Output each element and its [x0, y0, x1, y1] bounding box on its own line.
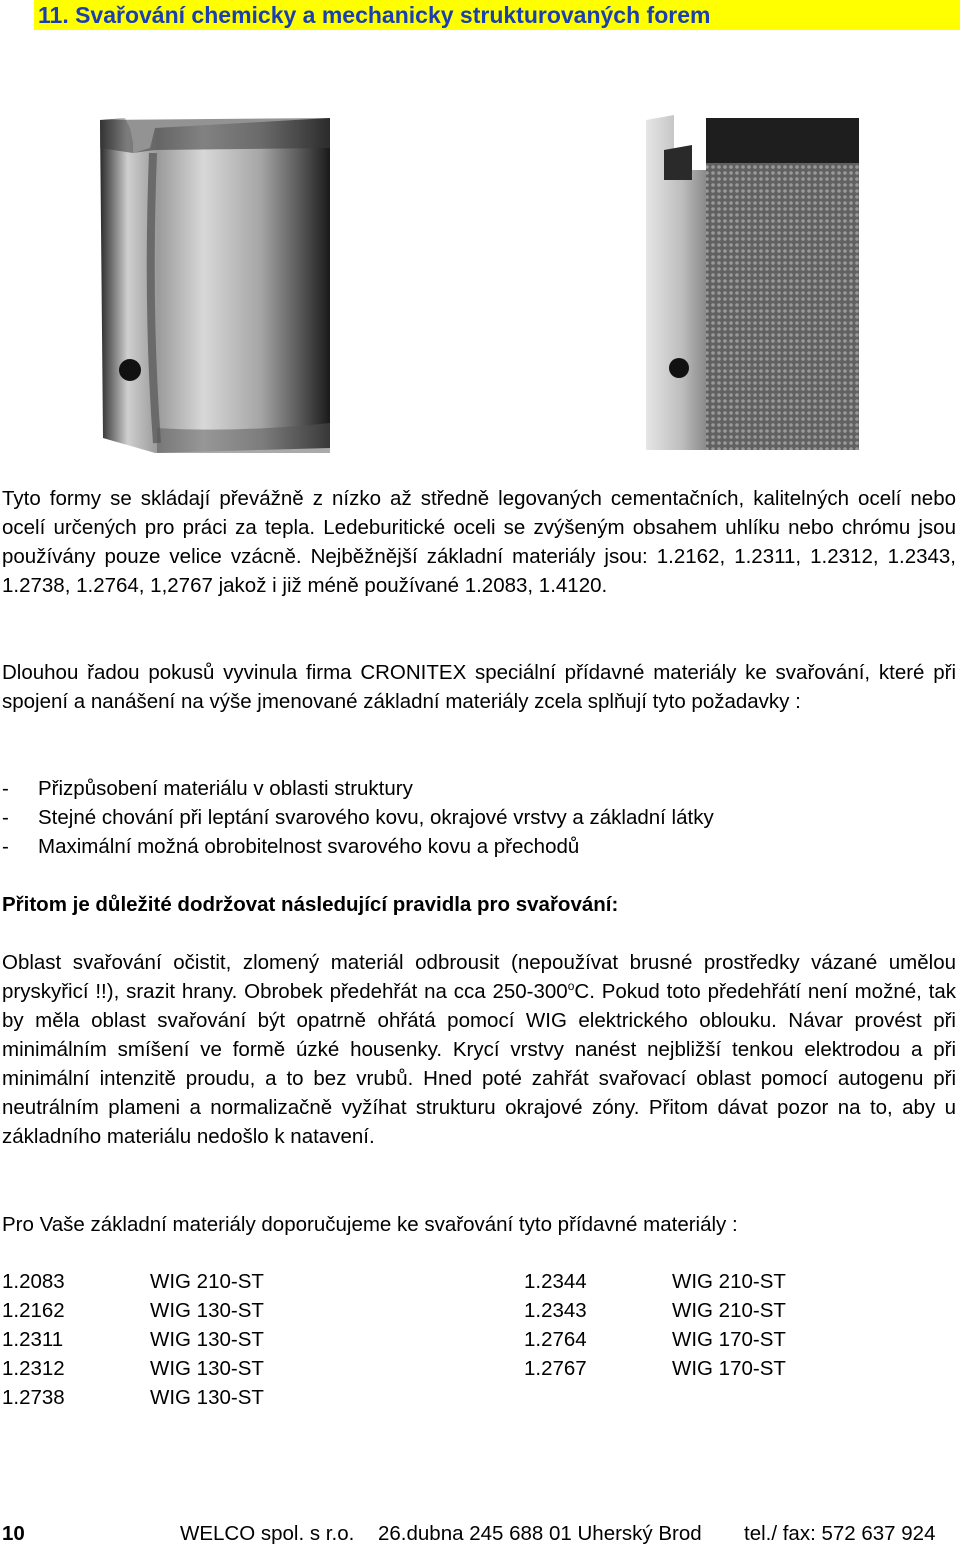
- materials-table-right: [524, 1267, 786, 1383]
- list-item: - Stejné chování při leptání svarového kovu, okrajové vrstvy a základní látky: [2, 806, 714, 829]
- recommendation-intro: Pro Vaše základní materiály doporučujeme ke svařování tyto přídavné materiály :: [2, 1213, 738, 1236]
- list-item: - Přizpůsobení materiálu v oblasti struktury: [2, 777, 413, 800]
- table-row: 1.2312 WIG 130-ST: [2, 1357, 264, 1380]
- requirements-list: [2, 774, 956, 861]
- procedure-paragraph: Oblast svařování očistit, zlomený materiál odbrousit (nepoužívat brusné prostředky vázané umělou pryskyřicí !!), srazit hrany. Obrobek předehřát na cca 250-300$^o$C. Pokud toto předehřátí není možné, tak by měla oblast svařování být opatrně ohřátá pomocí WIG elektrického oblouku. Návar provést při minimálním smíšení ve formě úzké housenky. Krycí vrstvy nanést nejbližší tenkou elektrodou a při minimální intenzitě proudu, a to bez vrubů. Hned poté zahřát svařovací oblast pomocí autogenu při neutrálním plameni a normalizačně vyžíhat strukturu okrajové zóny. Přitom dávat pozor na to, aby u základního materiálu nedošlo k natavení.: [2, 951, 956, 1148]
- table-row: 1.2344 WIG 210-ST: [524, 1270, 786, 1293]
- table-row: 1.2311 WIG 130-ST: [2, 1328, 264, 1351]
- cronitex-paragraph: Dlouhou řadou pokusů vyvinula firma CRONITEX speciální přídavné materiály ke svařování, které při spojení a nanášení na výše jmenované základní materiály zcela splňují tyto požadavky :: [2, 661, 956, 713]
- company-name: WELCO spol. s r.o.: [180, 1522, 355, 1545]
- table-row: 1.2343 WIG 210-ST: [524, 1299, 786, 1322]
- intro-paragraph: Tyto formy se skládají převážně z nízko až středně legovaných cementačních, kalitelných ocelí nebo ocelí určených pro práci za tepla. Ledeburitické oceli se zvýšeným obsahem uhlíku nebo chrómu jsou používány pouze velice vzácně. Nejběžnější základní materiály jsou: 1.2162, 1.2311, 1.2312, 1.2343, 1.2738, 1.2764, 1,2767 jakož i již méně používané 1.2083, 1.4120.: [2, 487, 956, 597]
- table-row: 1.2767 WIG 170-ST: [524, 1357, 786, 1380]
- page-number: 10: [2, 1522, 25, 1545]
- photo-textured-mold: [644, 110, 862, 454]
- photo-welded-mold: [95, 108, 335, 456]
- table-row: 1.2083 WIG 210-ST: [2, 1270, 264, 1293]
- rules-heading: Přitom je důležité dodržovat následující pravidla pro svařování:: [2, 893, 619, 916]
- table-row: 1.2764 WIG 170-ST: [524, 1328, 786, 1351]
- company-phone: tel./ fax: 572 637 924: [744, 1522, 936, 1545]
- list-item: - Maximální možná obrobitelnost svarového kovu a přechodů: [2, 835, 580, 858]
- table-row: 1.2162 WIG 130-ST: [2, 1299, 264, 1322]
- page-title: 11. Svařování chemicky a mechanicky strukturovaných forem: [34, 0, 960, 30]
- company-address: 26.dubna 245 688 01 Uherský Brod: [378, 1522, 702, 1545]
- table-row: 1.2738 WIG 130-ST: [2, 1386, 264, 1409]
- page-footer: [2, 1520, 956, 1548]
- materials-table-left: [2, 1267, 264, 1412]
